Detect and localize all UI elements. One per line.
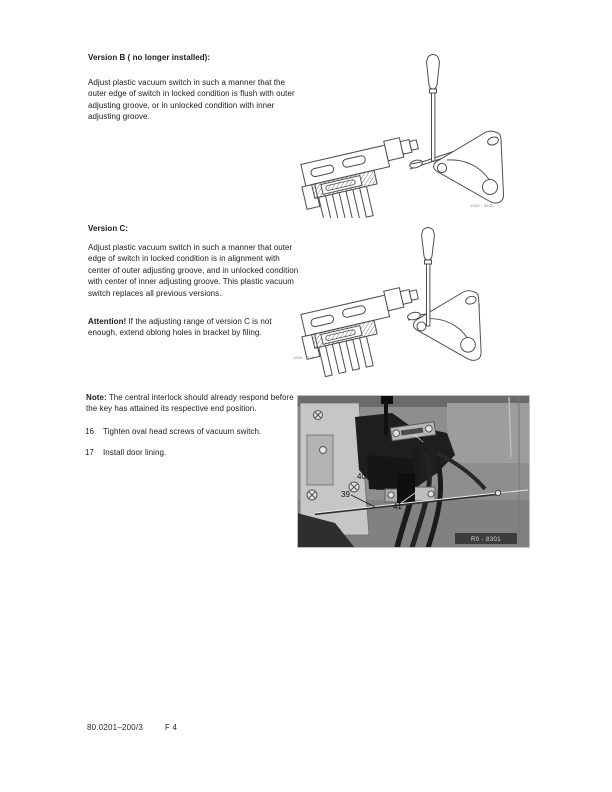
figure1-number: 1808 - 5525 bbox=[470, 203, 494, 208]
version-b-paragraph: Adjust plastic vacuum switch in such a manner that the outer edge of switch in locked condition is flush with outer adjusting groove, or in unlocked condition with inner adjusting groove. bbox=[88, 78, 295, 122]
step-17-text: Install door lining. bbox=[103, 448, 167, 457]
note-paragraph bbox=[86, 392, 304, 415]
figure-vacuum-switch-version-c bbox=[290, 222, 534, 378]
page-reference: F 4 bbox=[165, 723, 178, 732]
photo-callout-40: 40 bbox=[357, 472, 366, 481]
figure2-number: 1808 - 516 bbox=[293, 355, 315, 360]
vacuum-switch-version-b-drawing bbox=[290, 48, 534, 218]
attention-paragraph bbox=[88, 316, 301, 339]
step-17 bbox=[85, 448, 310, 457]
version-c-paragraph: Adjust plastic vacuum switch in such a manner that outer edge of switch in locked condition is in alignment with center of outer adjusting groove, and in unlocked condition with center of inner adjusting groove. This plastic vacuum switch replaces all previous versions. bbox=[88, 243, 299, 298]
step-17-number: 17 bbox=[85, 448, 94, 457]
photo-callout-7: 7 bbox=[419, 436, 424, 445]
door-mechanism-photo bbox=[297, 395, 530, 548]
vacuum-switch-version-c-drawing bbox=[290, 222, 534, 378]
figure-vacuum-switch-version-b bbox=[290, 48, 534, 218]
version-b-heading: Version B ( no longer installed): bbox=[88, 53, 211, 62]
page-footer bbox=[87, 723, 177, 732]
note-label: Note: bbox=[86, 393, 107, 402]
document-number: 80.0201–200/3 bbox=[87, 723, 143, 732]
attention-label: Attention! bbox=[88, 317, 127, 326]
step-16-text: Tighten oval head screws of vacuum switch. bbox=[103, 427, 262, 436]
attention-text: If the adjusting range of version C is not enough, extend oblong holes in bracket by filing. bbox=[88, 317, 272, 338]
note-text: The central interlock should already respond before the key has attained its respective end position. bbox=[86, 393, 294, 414]
step-16-number: 16 bbox=[85, 427, 94, 436]
step-16 bbox=[85, 427, 310, 436]
figure-door-mechanism-photo bbox=[297, 395, 530, 548]
photo-figure-number: R0 - 8301 bbox=[471, 537, 501, 543]
version-c-heading: Version C: bbox=[88, 224, 129, 233]
photo-callout-39: 39 bbox=[341, 490, 350, 499]
photo-callout-41: 41 bbox=[393, 502, 402, 511]
